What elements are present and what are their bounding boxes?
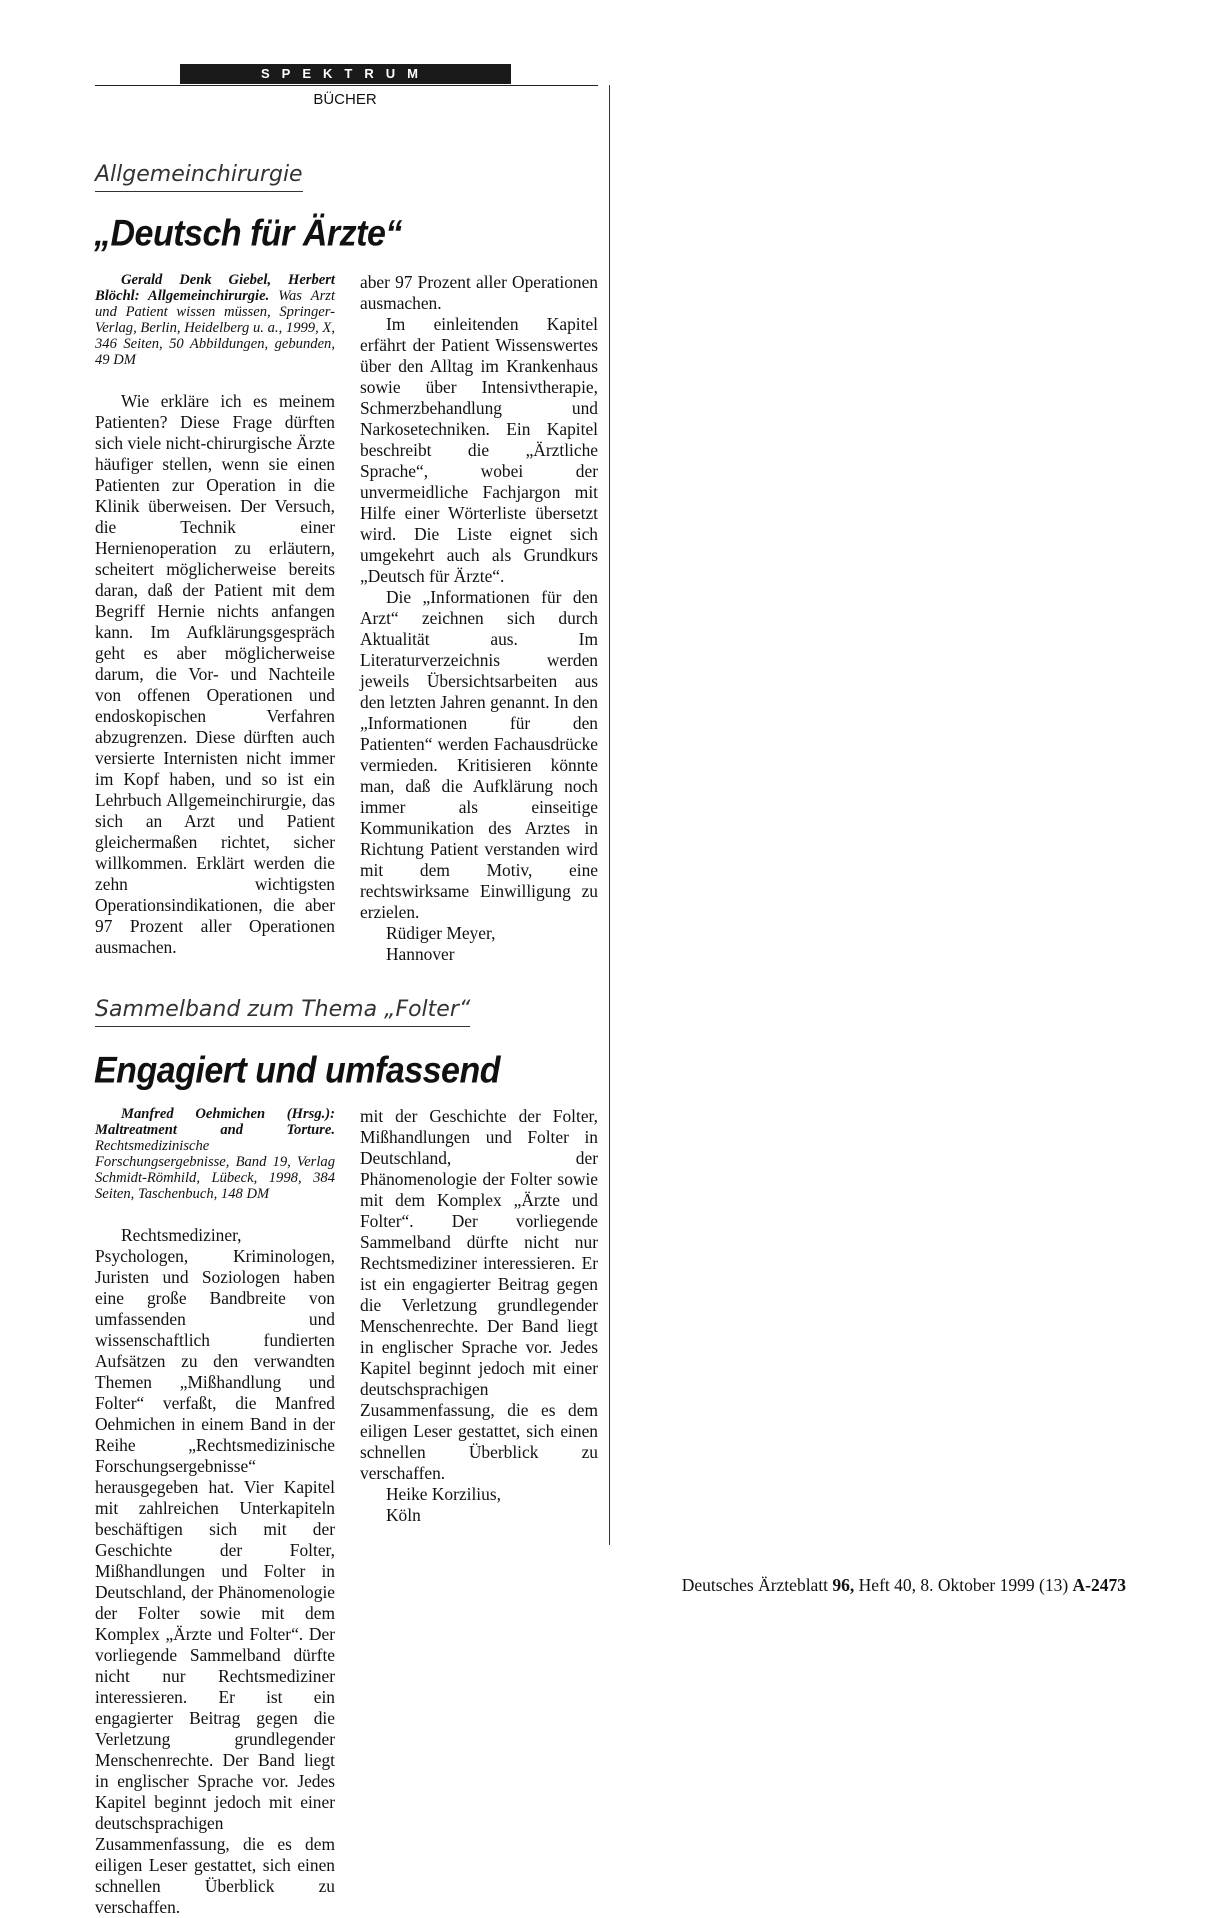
section-label: BÜCHER [313, 91, 377, 108]
page-footer [682, 1575, 1126, 1596]
review2-column-right [360, 1106, 598, 1556]
review2-paragraph-1: Rechtsmediziner, Psychologen, Kriminologen, Juristen und Soziologen haben eine große Bandbreite von umfassenden und wissenschaftlich fundierten Aufsätzen zu den verwandten Themen „Mißhandlung und Folter“ verfaßt, die Manfred Oehmichen in einem Band in der Reihe „Rechtsmedizinische Forschungsergebnisse“ herausgegeben hat. Vier Kapitel mit zahlreichen Unterkapiteln beschäftigen sich mit der Geschichte der Folter, Mißhandlungen und Folter in Deutschland, der Phänomenologie der Folter sowie mit dem Komplex „Ärzte und Folter“. Der vorliegende Sammelband dürfte nicht nur Rechtsmediziner interessieren. Er ist ein engagierter Beitrag gegen die Verletzung grundlegender Menschenrechte. Der Band liegt in englischer Sprache vor. Jedes Kapitel beginnt jedoch mit einer deutschsprachigen Zusammenfassung, die es dem eiligen Leser gestattet, sich einen schnellen Überblick zu verschaffen. [95, 1225, 335, 1917]
review1-paragraph-3: Die „Informationen für den Arzt“ zeichnen sich durch Aktualität aus. Im Literaturverzeichnis werden jeweils Übersichtsarbeiten aus den letzten Jahren genannt. In den „Informationen für den Patienten“ werden Fachausdrücke vermieden. Kritisieren könnte man, daß die Aufklärung noch immer als einseitige Kommunikation des Arztes in Richtung Patient verstanden wird mit dem Motiv, eine rechtswirksame Einwilligung zu erzielen. [360, 587, 598, 922]
header-rule [95, 85, 598, 86]
column-divider [609, 85, 610, 1545]
review1-headline: „Deutsch für Ärzte“ [94, 213, 402, 255]
review2-biblio-title: Manfred Oehmichen (Hrsg.): Maltreatment and Torture. [95, 1106, 335, 1138]
review2-bibliography [95, 1106, 335, 1202]
review2-paragraph-1-continued: mit der Geschichte der Folter, Mißhandlungen und Folter in Deutschland, der Phänomenologie der Folter sowie mit dem Komplex „Ärzte und Folter“. Der vorliegende Sammelband dürfte nicht nur Rechtsmediziner interessieren. Er ist ein engagierter Beitrag gegen die Verletzung grundlegender Menschenrechte. Der Band liegt in englischer Sprache vor. Jedes Kapitel beginnt jedoch mit einer deutschsprachigen Zusammenfassung, die es dem eiligen Leser gestattet, sich einen schnellen Überblick zu verschaffen. [360, 1106, 598, 1483]
review1-biblio-details: Was Arzt und Patient wissen müssen, Springer-Verlag, Berlin, Heidelberg u. a., 1999, X, 346 Seiten, 50 Abbildungen, gebunden, 49 DM [95, 288, 336, 368]
footer-volume: 96, [832, 1575, 855, 1595]
review2-headline: Engagiert und umfassend [94, 1050, 500, 1092]
review1-paragraph-1-continued: aber 97 Prozent aller Operationen ausmachen. [360, 272, 598, 313]
review2-biblio-details: Rechtsmedizinische Forschungsergebnisse, Band 19, Verlag Schmidt-Römhild, Lübeck, 1998, 384 Seiten, Taschenbuch, 148 DM [95, 1138, 335, 1202]
review1-kicker: Allgemeinchirurgie [95, 162, 303, 192]
review1-signature-city: Hannover [386, 944, 455, 964]
review2-kicker: Sammelband zum Thema „Folter“ [95, 997, 470, 1027]
review1-paragraph-1: Wie erkläre ich es meinem Patienten? Diese Frage dürften sich viele nicht-chirurgische Ärzte häufiger stellen, wenn sie einen Patienten zur Operation in die Klinik überweisen. Der Versuch, die Technik einer Hernienoperation zu erläutern, scheitert möglicherweise bereits daran, daß der Patient mit dem Begriff Hernie nichts anfangen kann. Im Aufklärungsgespräch geht es aber möglicherweise darum, die Vor- und Nachteile von offenen Operationen und endoskopischen Verfahren abzugrenzen. Diese dürften auch versierte Internisten nicht immer im Kopf haben, und so ist ein Lehrbuch Allgemeinchirurgie, das sich an Arzt und Patient gleichermaßen richtet, sicher willkommen. Erklärt werden die zehn wichtigsten Operationsindikationen, die aber 97 Prozent aller Operationen ausmachen. [95, 391, 335, 957]
footer-issue: Heft 40, 8. Oktober 1999 (13) [854, 1575, 1073, 1595]
review1-column-left [95, 272, 335, 962]
section-banner: SPEKTRUM [180, 64, 511, 84]
footer-journal: Deutsches Ärzteblatt [681, 1575, 833, 1595]
review1-biblio-title: Gerald Denk Giebel, Herbert Blöchl: Allgemeinchirurgie. [95, 272, 335, 304]
review1-signature-name: Rüdiger Meyer, [386, 923, 496, 943]
review1-bibliography [95, 272, 335, 368]
review1-paragraph-2: Im einleitenden Kapitel erfährt der Patient Wissenswertes über den Alltag im Krankenhaus sowie über Intensivtherapie, Schmerzbehandlung und Narkosetechniken. Ein Kapitel beschreibt die „Ärztliche Sprache“, wobei der unvermeidliche Fachjargon mit Hilfe einer Wörterliste übersetzt wird. Die Liste eignet sich umgekehrt auch als Grundkurs „Deutsch für Ärzte“. [360, 314, 598, 586]
review2-signature-name: Heike Korzilius, [386, 1484, 501, 1504]
review1-column-right [360, 272, 598, 962]
review2-signature-city: Köln [386, 1505, 421, 1525]
review2-column-left [95, 1106, 335, 1917]
footer-page-number: A-2473 [1072, 1575, 1126, 1595]
